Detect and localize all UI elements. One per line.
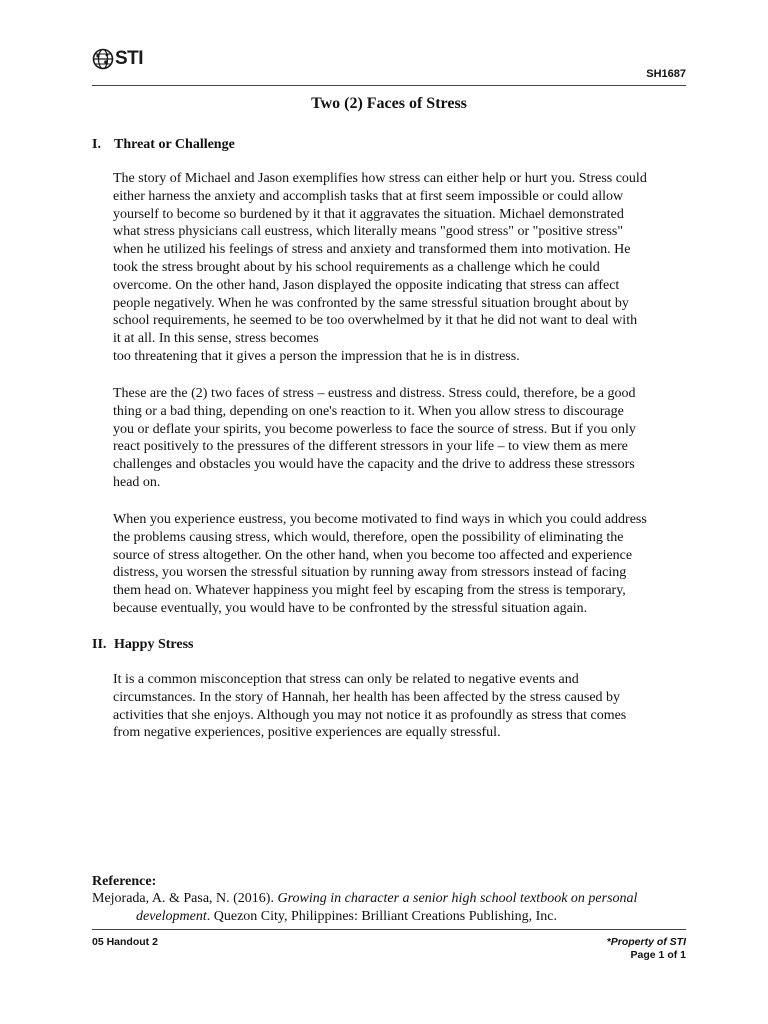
text-line: took the stress brought about by his school requirements as a challenge which he could <box>113 259 600 275</box>
logo-text: STI <box>115 48 144 69</box>
page-title: Two (2) Faces of Stress <box>311 95 467 112</box>
text-line: activities that she enjoys. Although you may not notice it as profoundly as stress that comes <box>113 707 627 723</box>
footer-info <box>607 936 686 962</box>
reference-authors: Mejorada, A. & Pasa, N. (2016). <box>92 891 278 906</box>
section-heading-happy-stress <box>92 636 193 654</box>
text-line: challenges and obstacles you would have the capacity and the drive to address these stressors <box>113 457 635 473</box>
paragraph <box>113 385 676 492</box>
handout-label: 05 Handout 2 <box>92 936 158 948</box>
text-line: head on. <box>113 474 161 490</box>
section-title: Threat or Challenge <box>114 137 235 152</box>
document-code: SH1687 <box>646 68 686 80</box>
text-line: It is a common misconception that stress can only be related to negative events and <box>113 672 579 687</box>
globe-icon <box>92 48 114 70</box>
text-line: react positively to the pressures of the different stressors in your life – to view them as mere <box>113 439 628 455</box>
text-line: too threatening that it gives a person the impression that he is in distress. <box>113 348 520 364</box>
text-line: what stress physicians call eustress, which literally means "good stress" or "positive stress" <box>113 224 624 240</box>
text-line: school requirements, he seemed to be too overwhelmed by it that he did not want to deal with <box>113 313 638 329</box>
reference-title-cont: development <box>136 909 207 924</box>
text-line: people negatively. When he was confronted by the same stressful situation brought about by <box>113 295 629 311</box>
text-line: distress, you worsen the stressful situation by running away from stressors instead of facing <box>113 565 627 581</box>
reference-publisher: . Quezon City, Philippines: Brilliant Creations Publishing, Inc. <box>206 909 557 924</box>
section-heading-threat-or-challenge <box>92 136 235 154</box>
text-line: because eventually, you would have to be confronted by the stressful situation again. <box>113 600 588 616</box>
text-line: them head on. Whatever happiness you might feel by escaping from the stress is temporary, <box>113 583 626 599</box>
text-line: source of stress altogether. On the other hand, when you become too affected and experience <box>113 547 633 563</box>
text-line: yourself to become so burdened by it that it aggravates the situation. Michael demonstrated <box>113 206 624 222</box>
text-line: the problems causing stress, which would, therefore, open the possibility of eliminating the <box>113 529 624 545</box>
text-line: thing or a bad thing, depending on one's reaction to it. When you allow stress to discourage <box>113 403 624 419</box>
paragraph <box>113 511 676 618</box>
footer-divider <box>92 929 686 930</box>
reference-heading: Reference: <box>92 874 157 889</box>
property-notice: *Property of STI <box>606 936 686 948</box>
text-line: overcome. On the other hand, Jason displayed the opposite indicating that stress can affect <box>113 277 620 293</box>
text-line: when he utilized his feelings of stress and anxiety and transformed them into motivation. He <box>113 242 631 258</box>
text-line: you or deflate your spirits, you become powerless to face the source of stress. But if you only <box>113 421 636 437</box>
text-line: it at all. In this sense, stress becomes <box>113 331 319 347</box>
page-header <box>92 46 686 86</box>
text-line: either harness the anxiety and accomplish tasks that at first seem impossible or could allow <box>113 188 624 204</box>
section-title: Happy Stress <box>114 637 194 652</box>
reference-entry <box>92 890 686 926</box>
section-number: I. <box>92 137 101 152</box>
sti-logo <box>92 48 143 70</box>
header-divider <box>92 85 686 86</box>
section-number: II. <box>92 637 107 652</box>
paragraph <box>113 170 676 366</box>
text-line: These are the (2) two faces of stress – eustress and distress. Stress could, therefore, be a good <box>113 386 636 401</box>
page-number: Page 1 of 1 <box>630 949 686 961</box>
reference-title: Growing in character a senior high school textbook on personal <box>277 891 638 906</box>
paragraph <box>113 671 676 742</box>
text-line: circumstances. In the story of Hannah, her health has been affected by the stress caused by <box>113 689 621 705</box>
text-line: from negative experiences, positive experiences are equally stressful. <box>113 725 501 741</box>
text-line: When you experience eustress, you become motivated to find ways in which you could address <box>113 512 647 527</box>
text-line: The story of Michael and Jason exemplifies how stress can either help or hurt you. Stress could <box>113 171 647 186</box>
